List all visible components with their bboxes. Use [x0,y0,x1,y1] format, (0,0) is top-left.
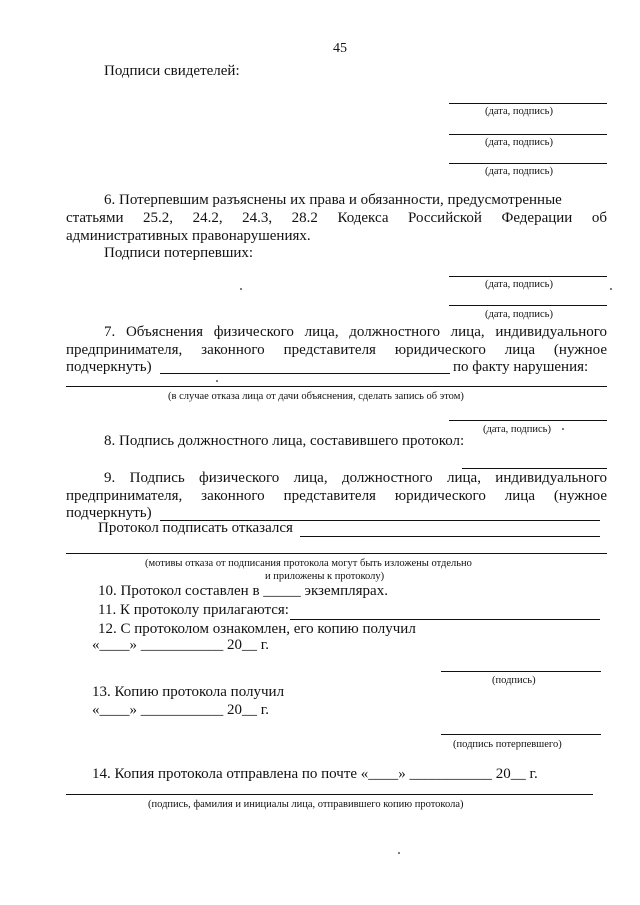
item7-fill-line [160,373,450,374]
page-number: 45 [333,41,347,56]
item13-date-line: «____» ___________ 20__ г. [92,702,269,718]
item9-refused-fill-line [300,536,600,537]
item12-signature-line [441,671,601,672]
witness-signature-line-1 [449,103,607,104]
item7-signature-line [449,420,607,421]
victim-signature-caption-1: (дата, подпись) [485,279,553,290]
item9-motives-caption-2: и приложены к протоколу) [265,571,385,582]
scan-speck [240,288,242,290]
item8-text: 8. Подпись должностного лица, составившего протокол: [104,433,465,449]
witness-signature-line-2 [449,134,607,135]
item9-line-2: предпринимателя, законного представителя юридического лица (нужное [66,488,607,504]
item12-date-line: «____» ___________ 20__ г. [92,637,269,653]
scan-speck [610,288,612,290]
victim-signature-caption-2: (дата, подпись) [485,309,553,320]
item6-line-1: 6. Потерпевшим разъяснены их права и обязанности, предусмотренные [104,192,562,208]
witnesses-heading: Подписи свидетелей: [104,63,240,79]
item14-sender-line [66,794,593,795]
item12-text: 12. С протоколом ознакомлен, его копию получил [98,621,416,637]
item14-text: 14. Копия протокола отправлена по почте «____» ___________ 20__ г. [92,766,538,782]
item13-signature-caption: (подпись потерпевшего) [453,739,562,750]
item6-line-3: административных правонарушениях. [66,228,311,244]
item9-motives-line [66,553,607,554]
scan-speck [216,380,218,382]
witness-signature-caption-1: (дата, подпись) [485,106,553,117]
item13-signature-line [441,734,601,735]
item7-explanation-line [66,386,607,387]
item9-refused-label: Протокол подписать отказался [98,520,293,536]
item6-line-2: статьями 25.2, 24.2, 24.3, 28.2 Кодекса Российской Федерации об [66,210,607,226]
item14-sender-caption: (подпись, фамилия и инициалы лица, отправившего копию протокола) [148,799,464,810]
item10-text: 10. Протокол составлен в _____ экземплярах. [98,583,388,599]
item9-line-3: подчеркнуть) [66,505,152,521]
item7-line-3-end: по факту нарушения: [453,359,589,375]
item11-text: 11. К протоколу прилагаются: [98,602,289,618]
item12-signature-caption: (подпись) [492,675,536,686]
victims-heading: Подписи потерпевших: [104,245,254,261]
item9-line-1: 9. Подпись физического лица, должностного лица, индивидуального [104,470,607,486]
item7-line-3-start: подчеркнуть) [66,359,152,375]
witness-signature-caption-2: (дата, подпись) [485,137,553,148]
item7-signature-caption: (дата, подпись) [483,424,551,435]
scan-speck [562,428,564,430]
victim-signature-line-2 [449,305,607,306]
witness-signature-caption-3: (дата, подпись) [485,166,553,177]
witness-signature-line-3 [449,163,607,164]
item13-text: 13. Копию протокола получил [92,684,285,700]
item9-motives-caption-1: (мотивы отказа от подписания протокола могут быть изложены отдельно [145,558,472,569]
item7-line-1: 7. Объяснения физического лица, должностного лица, индивидуального [104,324,607,340]
item7-line-2: предпринимателя, законного представителя юридического лица (нужное [66,342,607,358]
item7-refusal-caption: (в случае отказа лица от дачи объяснения, сделать запись об этом) [168,391,464,402]
scan-speck [398,852,400,854]
victim-signature-line-1 [449,276,607,277]
